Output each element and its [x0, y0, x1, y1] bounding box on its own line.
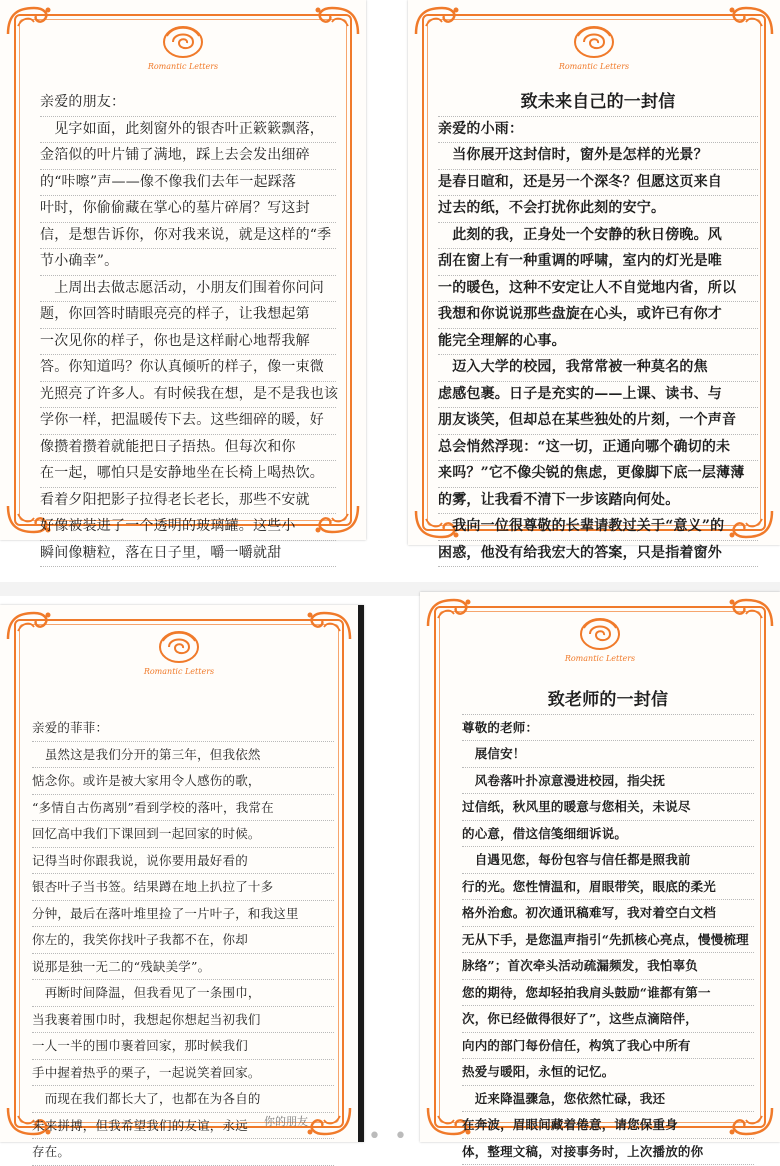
letter-line: 能完全理解的心事。 [438, 329, 758, 356]
letter-logo [545, 614, 655, 663]
letter-line: 光照亮了许多人。有时候我在想，是不是我也该 [40, 382, 336, 409]
letter-line: 的“咔嚓”声——像不像我们去年一起踩落 [40, 170, 336, 197]
corner-swirl-icon [718, 4, 776, 38]
letter-line: 你左的，我笑你找叶子我都不在，你却 [32, 927, 334, 954]
letter-line: 瞬间像糖粒，落在日子里，嚼一嚼就甜 [40, 541, 336, 568]
letter-line: 惦念你。或许是被大家用令人感伤的歌， [32, 768, 334, 795]
letter-line: 一人一半的围巾裹着回家，那时候我们 [32, 1033, 334, 1060]
letter-title: 致老师的一封信 [462, 688, 754, 715]
letter-logo [539, 22, 649, 71]
corner-swirl-icon [424, 596, 482, 630]
letter-line: 再断时间降温，但我看见了一条围巾， [32, 980, 334, 1007]
rose-logo-icon [161, 22, 205, 60]
letter-4 [420, 592, 780, 1159]
letter-line: 自遇见您，每份包容与信任都是照我前 [462, 847, 754, 874]
letter-1 [0, 0, 366, 561]
letter-line: 过去的纸，不会打扰你此刻的安宁。 [438, 196, 758, 223]
corner-swirl-icon [718, 596, 776, 630]
corner-swirl-icon [296, 609, 354, 643]
letter-line: 刮在窗上有一种重调的呼啸，室内的灯光是唯 [438, 249, 758, 276]
letter-line: 脉络”；首次牵头活动疏漏频发，我怕辜负 [462, 953, 754, 980]
letter-line: 说那是独一无二的“残缺美学”。 [32, 954, 334, 981]
rose-logo-icon [578, 614, 622, 652]
letter-line: 节小确幸”。 [40, 249, 336, 276]
rose-logo-icon [572, 22, 616, 60]
letter-line: 信，是想告诉你，你对我来说，就是这样的“季 [40, 223, 336, 250]
corner-swirl-icon [4, 4, 62, 38]
letter-line: 困惑，他没有给我宏大的答案，只是指着窗外 [438, 541, 758, 568]
letter-line: 分钟，最后在落叶堆里捡了一片叶子，和我这里 [32, 901, 334, 928]
letter-line: 金箔似的叶片铺了满地，踩上去会发出细碎 [40, 143, 336, 170]
letter-line: 尊敬的老师： [462, 715, 754, 742]
letter-line: 一次见你的样子，你也是这样耐心地帮我解 [40, 329, 336, 356]
letter-title: 致未来自己的一封信 [438, 90, 758, 117]
letter-line: 亲爱的菲菲： [32, 715, 334, 742]
letter-line: 见字如面，此刻窗外的银杏叶正簌簌飘落， [40, 117, 336, 144]
logo-text: Romantic Letters [564, 654, 636, 663]
letter-line: 手中握着热乎的栗子，一起说笑着回家。 [32, 1060, 334, 1087]
more-indicator: • • [368, 1124, 410, 1149]
letter-line: 在奔波，眉眼间藏着倦意，请您保重身 [462, 1112, 754, 1139]
logo-text: Romantic Letters [558, 62, 630, 71]
letter-line: 迈入大学的校园，我常常被一种莫名的焦 [438, 355, 758, 382]
letter-line: 一的暖色，这种不安定让人不自觉地内省，所以 [438, 276, 758, 303]
letter-line: 看着夕阳把影子拉得老长老长，那些不安就 [40, 488, 336, 515]
letter-line: 像攒着攒着就能把日子捂热。但每次和你 [40, 435, 336, 462]
letter-line: 而现在我们都长大了，也都在为各自的 [32, 1086, 334, 1113]
letter-line: 的心意，借这信笺细细诉说。 [462, 821, 754, 848]
letter-line: 记得当时你跟我说，说你要用最好看的 [32, 848, 334, 875]
letter-line: 我想和你说说那些盘旋在心头，或许已有你才 [438, 302, 758, 329]
letter-line: 答。你知道吗？你认真倾听的样子，像一束微 [40, 355, 336, 382]
letter-logo [128, 22, 238, 71]
letter-logo [124, 627, 234, 676]
letter-line: 未来拼搏，但我希望我们的友谊，永远 [32, 1113, 334, 1140]
letter-line: 展信安！ [462, 741, 754, 768]
letter-line: 回忆高中我们下课回到一起回家的时候。 [32, 821, 334, 848]
letter-line: 叶时，你偷偷藏在掌心的墓片碎屑？写这封 [40, 196, 336, 223]
letter-line: 无从下手，是您温声指引“先抓核心亮点，慢慢梳理 [462, 927, 754, 954]
letter-line: 体，整理文稿，对接事务时，上次播放的你 [462, 1139, 754, 1166]
letter-line: 过信纸，秋风里的暖意与您相关，未说尽 [462, 794, 754, 821]
letter-line: “多情自古伤离别”看到学校的落叶，我常在 [32, 795, 334, 822]
letter-line: 近来降温骤急，您依然忙碌，我还 [462, 1086, 754, 1113]
letter-line: 亲爱的朋友： [40, 90, 336, 117]
letter-body [40, 90, 339, 567]
logo-text: Romantic Letters [143, 667, 215, 676]
letter-line: 虽然这是我们分开的第三年，但我依然 [32, 742, 334, 769]
letter-line: 热爱与暖阳，永恒的记忆。 [462, 1059, 754, 1086]
letter-line: 我向一位很尊敬的长辈请教过关于“意义”的 [438, 514, 758, 541]
letter-line: 题，你回答时睛眼亮亮的样子，让我想起第 [40, 302, 336, 329]
letter-line: 向内的部门每份信任，构筑了我心中所有 [462, 1033, 754, 1060]
letter-line: 在一起，哪怕只是安静地坐在长椅上喝热饮。 [40, 461, 336, 488]
letter-line: 总会悄然浮现：“这一切，正通向哪个确切的未 [438, 435, 758, 462]
letter-line: 学你一样，把温暖传下去。这些细碎的暖，好 [40, 408, 336, 435]
corner-swirl-icon [304, 4, 362, 38]
letter-line: 存在。 [32, 1139, 334, 1166]
letter-line: 此刻的我，正身处一个安静的秋日傍晚。风 [438, 223, 758, 250]
rose-logo-icon [157, 627, 201, 665]
letter-line: 来吗？”它不像尖锐的焦虑，更像脚下底一层薄薄 [438, 461, 758, 488]
logo-text: Romantic Letters [147, 62, 219, 71]
corner-swirl-icon [412, 4, 470, 38]
signature: 你的朋友 [264, 1115, 308, 1128]
letter-line: 您的期待，您却轻拍我肩头鼓励“谁都有第一 [462, 980, 754, 1007]
corner-swirl-icon [4, 609, 62, 643]
letter-2 [408, 0, 780, 561]
letter-line: 好像被装进了一个透明的玻璃罐。这些小 [40, 514, 336, 541]
letter-line: 行的光。您性情温和，眉眼带笑，眼底的柔光 [462, 874, 754, 901]
letter-line: 朋友谈笑，但却总在某些独处的片刻，一个声音 [438, 408, 758, 435]
letter-line: 银杏叶子当书签。结果蹲在地上扒拉了十多 [32, 874, 334, 901]
letter-line: 上周出去做志愿活动，小朋友们围着你问问 [40, 276, 336, 303]
letter-body [32, 715, 334, 1166]
letter-line: 的雾，让我看不清下一步该踏向何处。 [438, 488, 758, 515]
letter-3 [0, 605, 364, 1159]
letter-line: 是春日暄和，还是另一个深冬？但愿这页来自 [438, 170, 758, 197]
letter-line: 当我裹着围巾时，我想起你想起当初我们 [32, 1007, 334, 1034]
letter-body [438, 90, 758, 567]
letter-line: 次，你已经做得很好了”，这些点滴陪伴， [462, 1006, 754, 1033]
letter-line: 风卷落叶扑凉意漫进校园，指尖抚 [462, 768, 754, 795]
letter-line: 虑感包裹。日子是充实的——上课、读书、与 [438, 382, 758, 409]
letter-line: 当你展开这封信时，窗外是怎样的光景？ [438, 143, 758, 170]
letter-line: 格外治愈。初次通讯稿难写，我对着空白文档 [462, 900, 754, 927]
letter-line: 亲爱的小雨： [438, 117, 758, 144]
letter-body [462, 688, 754, 1165]
